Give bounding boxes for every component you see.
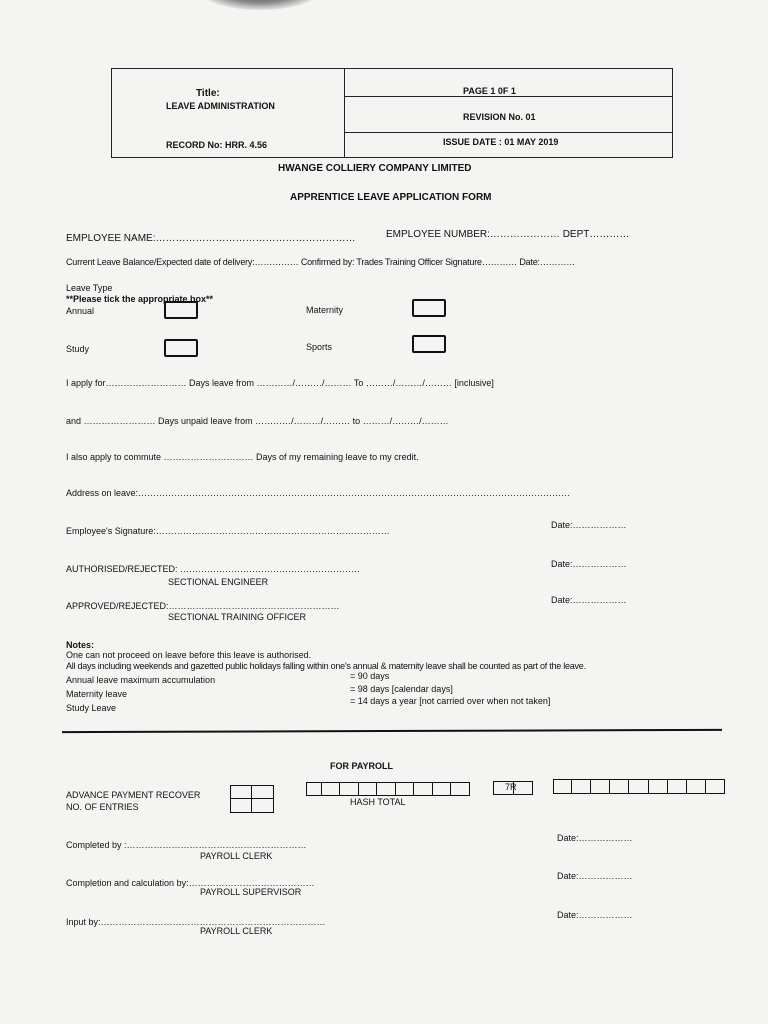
leave-balance-field[interactable]: Current Leave Balance/Expected date of delivery:…………… Confirmed by: Trades Training Officer Signature………… Date:………… xyxy=(66,257,576,267)
entries-grid[interactable] xyxy=(230,785,274,813)
hash-total-label: HASH TOTAL xyxy=(350,797,406,807)
completion-field[interactable]: Completion and calculation by:…………………………………… xyxy=(66,878,315,888)
annual-label: Annual xyxy=(66,306,95,316)
payroll-heading: FOR PAYROLL xyxy=(330,761,394,771)
notes-line-1: One can not proceed on leave before this leave is authorised. xyxy=(66,650,312,660)
record-number: RECORD No: HRR. 4.56 xyxy=(166,140,268,150)
payroll-clerk-label-2: PAYROLL CLERK xyxy=(200,926,273,936)
notes-line-2: All days including weekends and gazetted public holidays falling within one's annual & maternity leave shall be counted as part of the leave. xyxy=(66,661,586,671)
sectional-engineer-label: SECTIONAL ENGINEER xyxy=(168,577,269,587)
scan-shadow xyxy=(200,0,320,10)
commute-field[interactable]: I also apply to commute ………………………… Days of my remaining leave to my credit. xyxy=(66,452,419,462)
header-divider xyxy=(344,69,345,157)
authorised-date[interactable]: Date:……………… xyxy=(551,559,627,569)
approved-field[interactable]: APPROVED/REJECTED:………………………………………………… xyxy=(66,601,340,611)
header-divider xyxy=(344,132,672,133)
title-value: LEAVE ADMINISTRATION xyxy=(166,101,275,111)
revision-number: REVISION No. 01 xyxy=(463,112,536,122)
unpaid-days-field[interactable]: and …………………… Days unpaid leave from …………/………/……… to ………/………/……… xyxy=(66,416,449,426)
study-leave-label: Study Leave xyxy=(66,703,117,713)
issue-date: ISSUE DATE : 01 MAY 2019 xyxy=(443,137,559,147)
study-checkbox[interactable] xyxy=(164,339,198,357)
sectional-training-label: SECTIONAL TRAINING OFFICER xyxy=(168,612,307,622)
study-label: Study xyxy=(66,344,90,354)
hash-total-cells[interactable] xyxy=(306,782,470,796)
title-label: Title: xyxy=(196,88,220,99)
account-cells[interactable] xyxy=(553,779,725,794)
completed-by-field[interactable]: Completed by :…………………………………………………… xyxy=(66,840,307,850)
approved-date[interactable]: Date:……………… xyxy=(551,595,627,605)
section-divider xyxy=(62,729,722,733)
company-name: HWANGE COLLIERY COMPANY LIMITED xyxy=(278,163,472,174)
annual-checkbox[interactable] xyxy=(164,301,198,319)
employee-name-field[interactable]: EMPLOYEE NAME:…………………………………………………… xyxy=(66,233,356,244)
maternity-leave-label: Maternity leave xyxy=(66,689,128,699)
form-title: APPRENTICE LEAVE APPLICATION FORM xyxy=(290,192,492,203)
leave-type-heading: Leave Type xyxy=(66,283,113,293)
address-field[interactable]: Address on leave:……………………………………………………………………………………………………………………………… xyxy=(66,488,571,498)
sports-label: Sports xyxy=(306,342,333,352)
annual-max-value: = 90 days xyxy=(350,671,390,681)
study-leave-value: = 14 days a year [not carried over when not taken] xyxy=(350,696,551,706)
authorised-field[interactable]: AUTHORISED/REJECTED: …………………………………………………… xyxy=(66,564,361,574)
page-number: PAGE 1 0F 1 xyxy=(463,86,516,96)
advance-payment-label: ADVANCE PAYMENT RECOVER xyxy=(66,790,201,800)
annual-max-label: Annual leave maximum accumulation xyxy=(66,675,216,685)
input-by-field[interactable]: Input by:………………………………………………………………… xyxy=(66,917,326,927)
maternity-label: Maternity xyxy=(306,305,344,315)
notes-heading: Notes: xyxy=(66,640,95,650)
input-date[interactable]: Date:……………… xyxy=(557,910,633,920)
payroll-clerk-label: PAYROLL CLERK xyxy=(200,851,273,861)
payroll-supervisor-label: PAYROLL SUPERVISOR xyxy=(200,887,302,897)
employee-signature-field[interactable]: Employee's Signature:…………………………………………………………………… xyxy=(66,526,390,536)
code-label: 7R xyxy=(505,782,517,792)
employee-signature-date[interactable]: Date:……………… xyxy=(551,520,627,530)
sports-checkbox[interactable] xyxy=(412,335,446,353)
header-divider xyxy=(344,96,672,97)
entries-label: NO. OF ENTRIES xyxy=(66,802,139,812)
completion-date[interactable]: Date:……………… xyxy=(557,871,633,881)
apply-days-field[interactable]: I apply for……………………… Days leave from …………/………/……… To ………/………/……… [inclusive] xyxy=(66,378,494,388)
leave-type-instruction: **Please tick the appropriate box** xyxy=(66,294,214,304)
maternity-leave-value: = 98 days [calendar days] xyxy=(350,684,453,694)
employee-number-field[interactable]: EMPLOYEE NUMBER:………………… DEPT………… xyxy=(386,229,630,240)
maternity-checkbox[interactable] xyxy=(412,299,446,317)
completed-date[interactable]: Date:……………… xyxy=(557,833,633,843)
